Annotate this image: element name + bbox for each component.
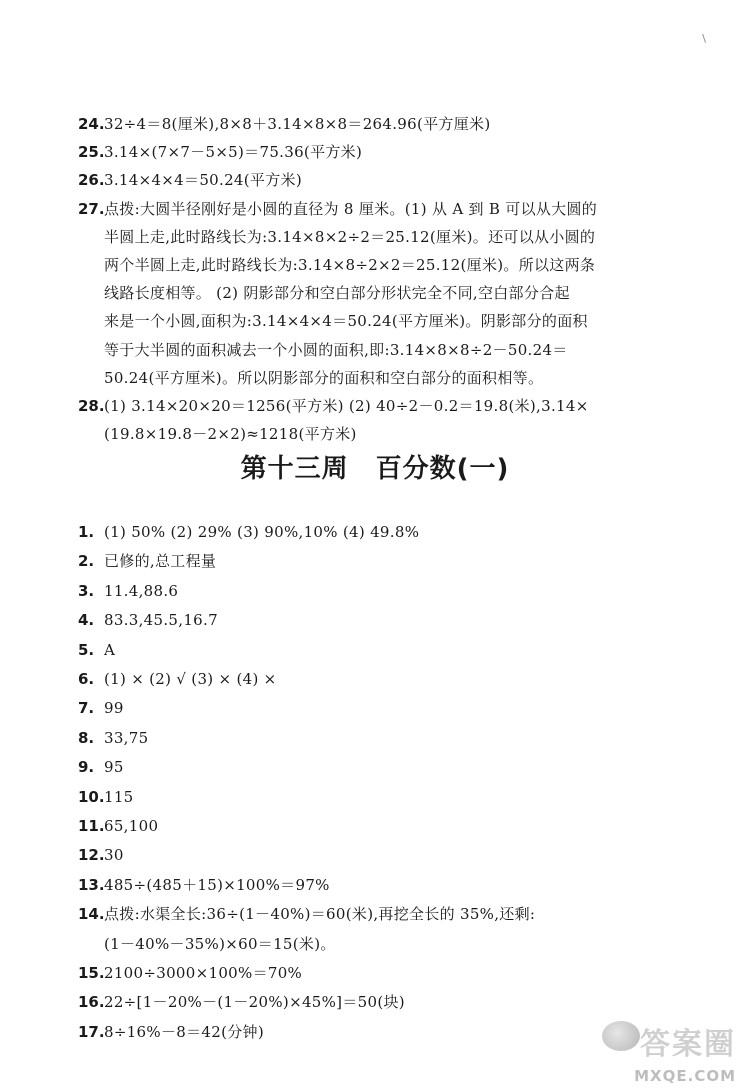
- watermark-logo: [594, 1017, 744, 1087]
- answer-number: 13.: [78, 875, 105, 894]
- watermark-url: MXQE.COM: [634, 1067, 736, 1085]
- answer-number: 10.: [78, 787, 105, 806]
- answer-text-line: 3.14×4×4＝50.24(平方米): [104, 171, 302, 190]
- answer-number: 24.: [78, 115, 105, 133]
- answer-text-line: (1) 3.14×20×20＝1256(平方米) (2) 40÷2－0.2＝19.8(米),3.14×: [104, 397, 589, 415]
- answer-number: 15.: [78, 964, 105, 982]
- watermark-emblem-icon: [602, 1021, 640, 1051]
- answer-text-line: 99: [104, 699, 124, 718]
- answer-text-line: 22÷[1－20%－(1－20%)×45%]＝50(块): [104, 993, 405, 1012]
- answer-text-line: 50.24(平方厘米)。所以阴影部分的面积和空白部分的面积相等。: [104, 368, 544, 387]
- answer-text-line: 来是一个小圆,面积为:3.14×4×4＝50.24(平方厘米)。阴影部分的面积: [104, 312, 588, 331]
- answer-text-line: 65,100: [104, 817, 159, 835]
- answer-number: 12.: [78, 846, 105, 865]
- answer-number: 4.: [78, 611, 95, 630]
- answer-text-line: 115: [104, 787, 134, 806]
- answer-text-line: 33,75: [104, 728, 149, 747]
- answer-number: 26.: [78, 171, 105, 190]
- answer-text-line: A: [104, 640, 116, 659]
- answer-number: 8.: [78, 728, 95, 747]
- corner-mark: \: [702, 32, 706, 45]
- answer-text-line: 32÷4＝8(厘米),8×8＋3.14×8×8＝264.96(平方厘米): [104, 115, 491, 133]
- answer-number: 27.: [78, 199, 105, 218]
- answer-text-line: 半圆上走,此时路线长为:3.14×8×2÷2＝25.12(厘米)。还可以从小圆的: [104, 227, 596, 246]
- answer-text-line: 95: [104, 758, 124, 777]
- answer-number: 16.: [78, 993, 105, 1012]
- answer-text-line: (1) 50% (2) 29% (3) 90%,10% (4) 49.8%: [104, 523, 420, 541]
- watermark-logo-text: 答案圈: [640, 1027, 736, 1062]
- answer-text-line: 线路长度相等。 (2) 阴影部分和空白部分形状完全不同,空白部分合起: [104, 284, 570, 303]
- answer-text-line: 两个半圆上走,此时路线长为:3.14×8÷2×2＝25.12(厘米)。所以这两条: [104, 255, 596, 274]
- answer-text-line: 3.14×(7×7－5×5)＝75.36(平方米): [104, 143, 363, 162]
- answer-text-line: 点拨:大圆半径刚好是小圆的直径为 8 厘米。(1) 从 A 到 B 可以从大圆的: [104, 199, 598, 218]
- answer-text-line: 等于大半圆的面积减去一个小圆的面积,即:3.14×8×8÷2－50.24＝: [104, 340, 568, 359]
- answer-number: 14.: [78, 905, 105, 924]
- answer-text-line: 485÷(485＋15)×100%＝97%: [104, 875, 330, 894]
- answer-text-line: (19.8×19.8－2×2)≈1218(平方米): [104, 425, 357, 444]
- answer-text-line: 已修的,总工程量: [104, 552, 217, 571]
- answer-number: 17.: [78, 1022, 105, 1041]
- answer-text-line: 点拨:水渠全长:36÷(1－40%)＝60(米),再挖全长的 35%,还剩:: [104, 905, 536, 924]
- answer-number: 25.: [78, 143, 105, 162]
- answer-text-line: 30: [104, 846, 124, 865]
- answer-text-line: 8÷16%－8＝42(分钟): [104, 1022, 264, 1041]
- answer-text-line: (1－40%－35%)×60＝15(米)。: [104, 934, 336, 953]
- answer-text-line: 11.4,88.6: [104, 581, 179, 600]
- answer-text-line: (1) × (2) √ (3) × (4) ×: [104, 670, 277, 688]
- answer-number: 2.: [78, 552, 95, 571]
- answer-number: 9.: [78, 758, 95, 777]
- section-title: 第十三周 百分数(一): [240, 454, 510, 484]
- answer-number: 3.: [78, 581, 95, 600]
- answer-number: 6.: [78, 670, 95, 688]
- answer-number: 11.: [78, 817, 105, 835]
- answer-number: 7.: [78, 699, 95, 718]
- answer-number: 5.: [78, 640, 95, 659]
- answer-number: 1.: [78, 523, 95, 541]
- answer-text-line: 2100÷3000×100%＝70%: [104, 964, 303, 982]
- answer-number: 28.: [78, 397, 105, 415]
- answer-text-line: 83.3,45.5,16.7: [104, 611, 218, 630]
